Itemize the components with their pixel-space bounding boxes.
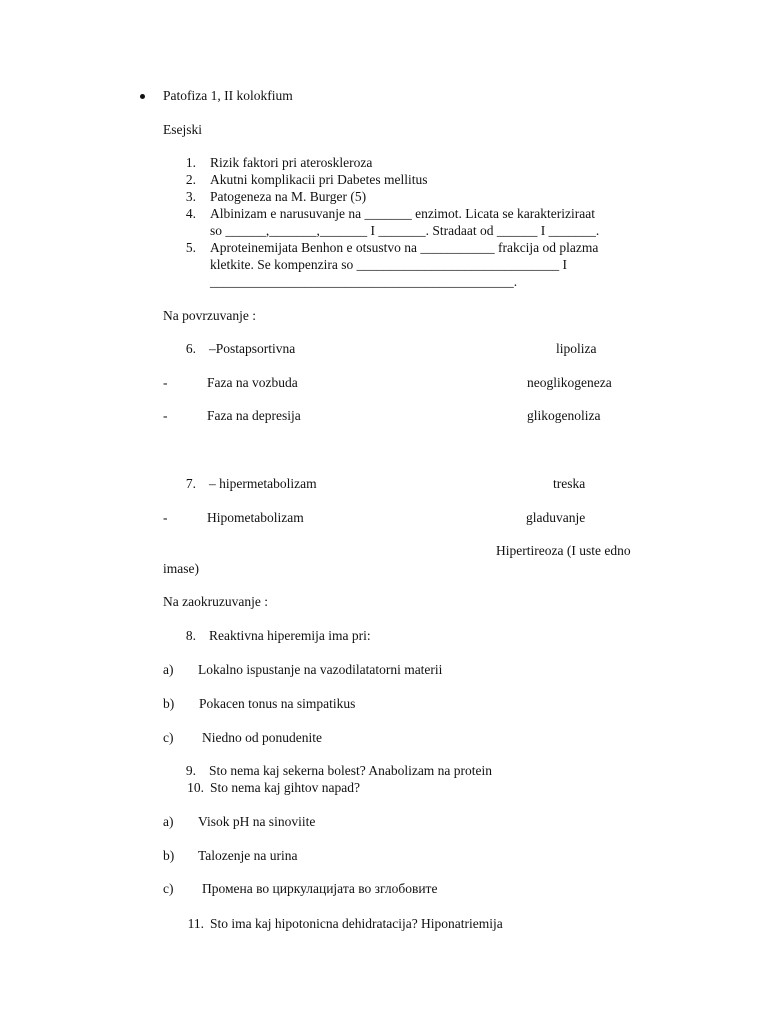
item-number: 2. bbox=[185, 172, 196, 187]
option-letter: c) bbox=[163, 881, 174, 896]
option-letter: b) bbox=[163, 696, 175, 711]
question-number: 11. bbox=[187, 916, 204, 931]
match-right-term: neoglikogeneza bbox=[527, 375, 612, 390]
essay-item-continuation: kletkite. Se kompenzira so ______________________________ I bbox=[210, 257, 567, 272]
option-text: Talozenje na urina bbox=[198, 848, 298, 863]
question-text: Sto nema kaj gihtov napad? bbox=[210, 780, 360, 795]
item-number: 1. bbox=[185, 155, 196, 170]
document-title: Patofiza 1, II kolokfium bbox=[163, 88, 293, 103]
essay-item-continuation: so ______,_______,_______ I _______. Stradaat od ______ I _______. bbox=[210, 223, 600, 238]
question-number: 9. bbox=[185, 763, 196, 778]
match-continuation: imase) bbox=[163, 561, 199, 576]
essay-item: Aproteinemijata Benhon e otsustvo na ___________ frakcija od plazma bbox=[210, 240, 599, 255]
matching-heading: Na povrzuvanje : bbox=[163, 308, 256, 323]
match-right-term: glikogenoliza bbox=[527, 408, 601, 423]
essay-heading: Esejski bbox=[163, 122, 202, 137]
question-number: 10. bbox=[187, 780, 204, 795]
essay-item: Albinizam e narusuvanje na _______ enzimot. Licata se karakteriziraat bbox=[210, 206, 595, 221]
dash-marker: - bbox=[163, 510, 168, 525]
match-right-term: Hipertireoza (I uste edno bbox=[496, 543, 631, 558]
essay-item: Patogeneza na M. Burger (5) bbox=[210, 189, 367, 204]
match-left-term: Faza na vozbuda bbox=[207, 375, 298, 390]
question-number: 8. bbox=[185, 628, 196, 643]
option-text: Visok pH na sinoviite bbox=[198, 814, 316, 829]
option-letter: a) bbox=[163, 814, 174, 829]
match-right-term: gladuvanje bbox=[526, 510, 586, 525]
option-text: Lokalno ispustanje na vazodilatatorni materii bbox=[198, 662, 443, 677]
question-number: 7. bbox=[185, 476, 196, 491]
essay-item: Rizik faktori pri ateroskleroza bbox=[210, 155, 373, 170]
essay-item: Akutni komplikacii pri Dabetes mellitus bbox=[210, 172, 428, 187]
question-text: Sto nema kaj sekerna bolest? Anabolizam na protein bbox=[209, 763, 493, 778]
question-number: 6. bbox=[185, 341, 196, 356]
question-text: Sto ima kaj hipotonicna dehidratacija? Hiponatriemija bbox=[210, 916, 503, 931]
match-left-term: –Postapsortivna bbox=[209, 341, 296, 356]
circling-heading: Na zaokruzuvanje : bbox=[163, 594, 268, 609]
option-letter: b) bbox=[163, 848, 175, 863]
dash-marker: - bbox=[163, 408, 168, 423]
match-left-term: Faza na depresija bbox=[207, 408, 301, 423]
option-text: Niedno od ponudenite bbox=[202, 730, 322, 745]
match-left-term: – hipermetabolizam bbox=[209, 476, 317, 491]
dash-marker: - bbox=[163, 375, 168, 390]
match-right-term: lipoliza bbox=[556, 341, 597, 356]
option-letter: c) bbox=[163, 730, 174, 745]
option-text: Промена во циркулацијата во зглобовите bbox=[202, 881, 438, 896]
match-right-term: treska bbox=[553, 476, 586, 491]
option-letter: a) bbox=[163, 662, 174, 677]
item-number: 4. bbox=[185, 206, 196, 221]
list-bullet bbox=[140, 94, 145, 99]
match-left-term: Hipometabolizam bbox=[207, 510, 304, 525]
item-number: 5. bbox=[185, 240, 196, 255]
essay-item-continuation: _____________________________________________. bbox=[210, 274, 518, 289]
question-text: Reaktivna hiperemija ima pri: bbox=[209, 628, 371, 643]
item-number: 3. bbox=[185, 189, 196, 204]
option-text: Pokacen tonus na simpatikus bbox=[199, 696, 356, 711]
